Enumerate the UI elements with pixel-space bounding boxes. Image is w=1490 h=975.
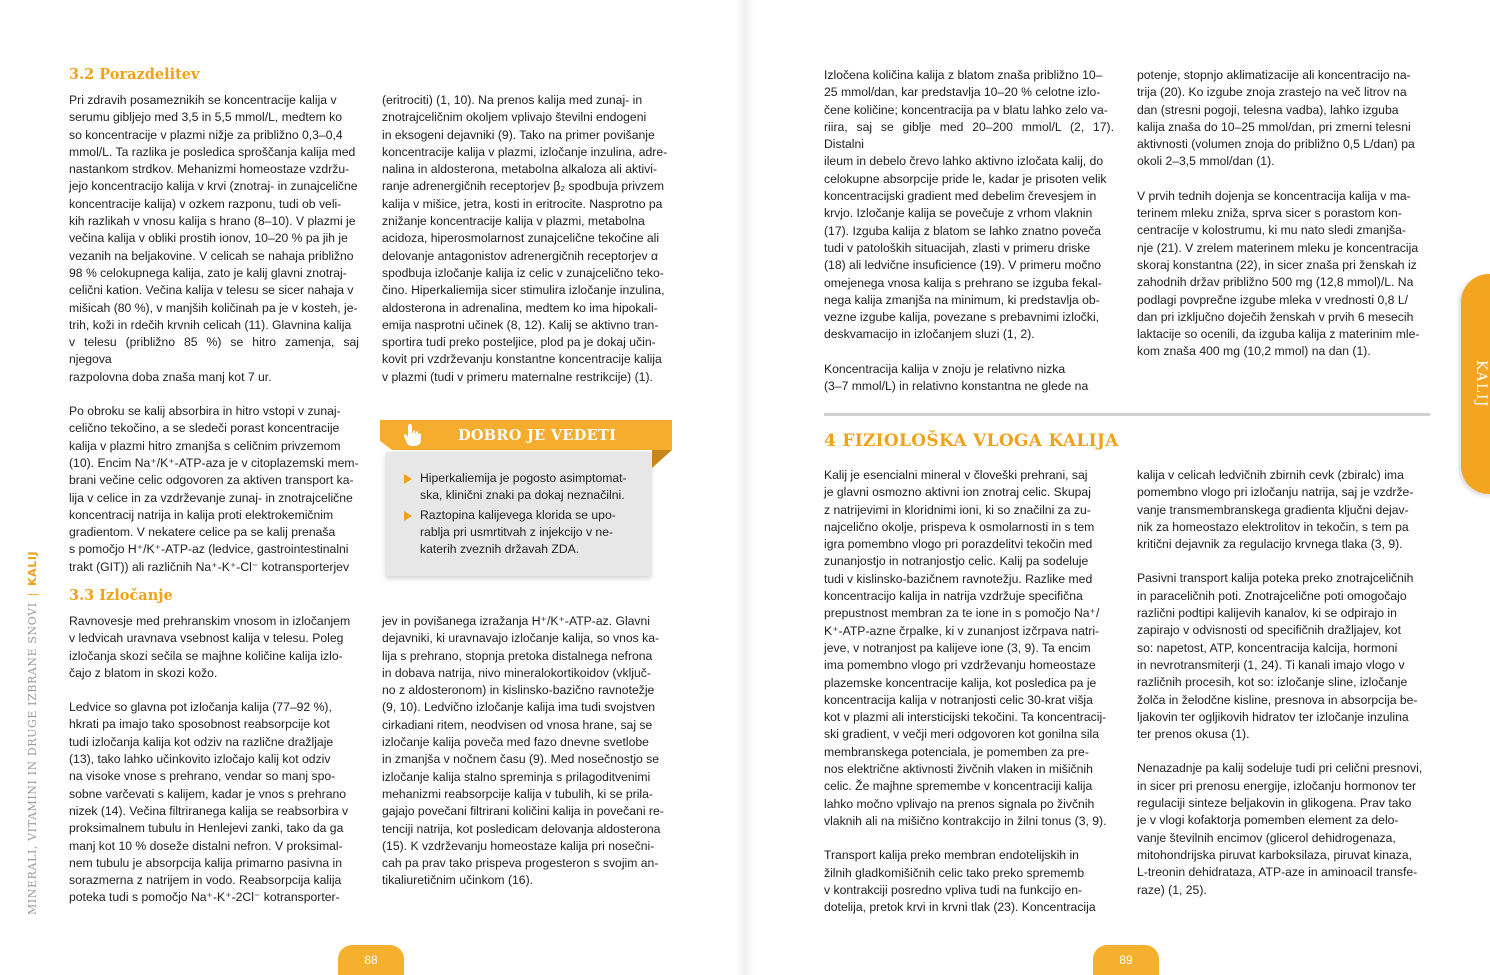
chapter-side-tab-label: KALIJ [1473, 360, 1489, 408]
running-title [26, 551, 39, 915]
callout-item [404, 507, 640, 559]
right-page [745, 0, 1490, 975]
paragraph: potenje, stopnjo aklimatizacije ali koncentracijo na- trija (20). Ko izgube znoja zrastejo na več litrov na dan (stresni pogoji, telesna vadba), lahko izguba kalija znaša do 10–25 mmol/dan, pri zmerni telesni aktivnosti (volumen znoja do približno 0,5 L/dan) pa okoli 2–3,5 mmol/dan (1). [1137, 68, 1415, 169]
section-divider [824, 413, 1430, 416]
section-heading-fizioloska-vloga: 4 FIZIOLOŠKA VLOGA KALIJA [824, 431, 1119, 451]
callout-header-fold [652, 450, 672, 468]
callout-item [404, 470, 640, 505]
section-heading-porazdelitev: 3.2 Porazdelitev [69, 66, 200, 83]
paragraph: Pri zdravih posameznikih se koncentracije kalija v serumu gibljejo med 3,5 in 5,5 mmol/L, medtem ko so koncentracije v plazmi nižje za približno 0,3–0,4 mmol/L. Ta razlika je posledica sproščanja kalija med nastankom strdkov. Mehanizmi homeostaze vzdržu- jejo koncentracijo kalija v krvi (znotraj- in zunajcelične koncentracije kalija) v ozkem razponu, tudi ob veli- kih razlikah v vnosu kalija s hrano (8–10). V plazmi je večina kalija v obliki prostih ionov, 10–20 % pa jih je vezanih na beljakovine. V celicah se nahaja približno 98 % celokupnega kalija, zato je kalij glavni znotraj- celični kation. Večina kalija v telesu se sicer nahaja v mišicah (80 %), v manjših količinah pa je v kosteh, je- trih, koži in rdečih krvnih celicah (11). Glavnina kalija v telesu (približno 85 %) se hitro zamenja, saj njegova razpolovna doba znaša manj kot 7 ur. [69, 93, 359, 384]
column-right-bottom [382, 613, 673, 907]
column-left-top [824, 67, 1114, 412]
paragraph: Izločena količina kalija z blatom znaša približno 10– 25 mmol/dan, kar predstavlja 10–20 % celotne izlo- čene količine; koncentracija pa v blatu lahko zelo va- riira, saj se giblje med 20–200 mmol/L (2, 17). Distalni ileum in debelo črevo lahko aktivno izločata kalij, do celokupne absorpcije pride le, kadar je prisoten velik koncentracijski gradient med debelim črevesjem in krvjo. Izločanje kalija se povečuje z vrhom vlaknin (17). Izguba kalija z blatom se lahko znatno poveča tudi v patoloških situacijah, zlasti v primeru driske (18) ali ledvične insuficience (19). V primeru močno omejenega vnosa kalija s prehrano se izguba fekal- nega kalija zmanjša na minimum, ki predstavlja ob- vezne izgube kalija, povezane s prebavnimi izločki, deskvamacijo in izločanjem sluzi (1, 2). [824, 68, 1114, 342]
paragraph: V prvih tednih dojenja se koncentracija kalija v ma- terinem mleku zniža, sprva sicer s porastom kon- centracije v kolostrumu, ki mu nato sledi zmanjša- nje (21). V zrelem materinem mleku je koncentracija skoraj konstantna (22), in sicer znaša pri ženskah iz zahodnih držav približno 500 mg (12,8 mmol)/L. Na podlagi povprečne izgube mleka v vrednosti 0,8 L/ dan pri izključno doječih ženskah v prvih 6 mesecih laktacije so ocenili, da izguba kalija z materinim mle- kom znaša 400 mg (10,2 mmol) na dan (1). [1137, 188, 1420, 359]
paragraph: Koncentracija kalija v znoju je relativno nizka (3–7 mmol/L) in relativno konstantna ne glede na [824, 361, 1089, 394]
column-left-top [69, 92, 359, 593]
callout-title: DOBRO JE VEDETI [458, 427, 617, 444]
paragraph: Po obroku se kalij absorbira in hitro vstopi v zunaj- celično tekočino, a se sledeči porast koncentracije kalija v plazmi hitro zmanjša s celičnim privzemom (10). Encim Na⁺/K⁺-ATP-aza je v citoplazemski mem- brani večine celic odgovoren za aktiven transport ka- lija v celice in za vzdrževanje zunaj- in znotrajcelične koncentracij natrija in kalija proti elektrokemičnim gradientom. V nekatere celice pa se kalij prenaša s pomočjo H⁺/K⁺-ATP-az (ledvice, gastrointestinalni trakt (GIT)) ali različnih Na⁺-K⁺-Cl⁻ kotransporterjev [69, 404, 359, 574]
pointing-hand-icon [400, 422, 426, 448]
running-title-text: MINERALI, VITAMINI IN DRUGE IZBRANE SNOVI [26, 602, 39, 915]
column-left-bottom [824, 467, 1114, 933]
paragraph: Transport kalija preko membran endotelijskih in žilnih gladkomišičnih celic tako preko sprememb v kontrakciji posredno vpliva tudi na funkcijo en- dotelija, pretok krvi in krvni tlak (23). Koncentracija [824, 848, 1096, 915]
paragraph: (eritrociti) (1, 10). Na prenos kalija med zunaj- in znotrajceličnim okoljem vplivajo številni endogeni in eksogeni dejavniki (9). Tako na primer povišanje koncentracije kalija v plazmi, izločanje inzulina, adre- nalina in aldosterona, metabolna alkaloza ali aktivi- ranje adrenergičnih receptorjev β₂ spodbuja privzem kalija v mišice, jetra, kosti in eritrocite. Nasprotno pa znižanje koncentracije kalija v plazmi, metabolna acidoza, hiperosmolarnost zunajcelične tekočine ali delovanje antagonistov adrenergičnih receptorjev α spodbuja izločanje kalija iz celic v zunajcelično teko- čino. Hiperkaliemija sicer stimulira izločanje inzulina, aldosterona in adrenalina, medtem ko ima hipokali- emija nasprotni učinek (8, 12). Kalij se aktivno tran- sportira tudi preko posteljice, plod pa je dokaj učin- kovit pri vzdrževanju konstantne koncentracije kalija v plazmi (tudi v primeru maternalne restrikcije) (1). [382, 93, 668, 384]
callout-header [380, 420, 672, 452]
column-right-top [1137, 67, 1428, 378]
running-title-separator: | [26, 592, 39, 597]
running-chapter: KALIJ [26, 550, 39, 587]
chapter-side-tab[interactable] [1461, 274, 1490, 494]
page-number: 89 [1093, 945, 1159, 975]
page-number: 88 [338, 945, 404, 975]
paragraph: Ravnovesje med prehranskim vnosom in izločanjem v ledvicah uravnava vsebnost kalija v telesu. Poleg izločanja skozi sečila se majhne količine kalija izlo- čajo z blatom in skozi kožo. [69, 614, 351, 680]
callout-list [404, 470, 640, 560]
column-right-top [382, 92, 673, 403]
bullet-arrow-icon [404, 474, 412, 484]
paragraph: Kalij je esencialni mineral v človeški prehrani, saj je glavni osmozno aktivni ion znotraj celic. Skupaj z natrijevimi in kloridnimi ioni, ki so značilni za zu- najcelično okolje, prispeva k osmolarnosti in s tem igra pomembno vlogo pri porazdelitvi tekočin med zunanjostjo in notranjostjo celic. Kalij pa sodeluje tudi v kislinsko-bazičnem ravnotežju. Razlike med koncentracijo kalija in natrija vzdržuje specifična prepustnost membran za te ione in s pomočjo Na⁺/ K⁺-ATP-azne črpalke, ki v zunanjost izčrpava natri- jeve, v notranjost pa kalijeve ione (3, 9). Ta encim ima pomembno vlogo pri vzdrževanju homeostaze plazemske koncentracije kalija, kot posledica pa je koncentracija kalija v notranjosti celic 30-krat višja kot v plazmi ali intersticijski tekočini. Ta koncentracij- ski gradient, v večji meri odgovoren kot gonilna sila membranskega potenciala, je pomemben za pre- nos električne aktivnosti živčnih vlaken in mišičnih celic. Že majhne spremembe v koncentraciji kalija lahko močno vplivajo na prenos signala po živčnih vlaknih ali na mišično kontrakcijo in žilni tonus (3, 9). [824, 468, 1107, 828]
callout-item-text: Raztopina kalijevega klorida se upo- rablja pri usmrtitvah z injekcijo v ne- katerih zveznih državah ZDA. [420, 507, 616, 557]
paragraph: Ledvice so glavna pot izločanja kalija (77–92 %), hkrati pa imajo tako sposobnost reabsorpcije kot tudi izločanja kalija kot odziv na različne dražljaje (13), tako lahko učinkovito izločajo kalij kot odziv na visoke vnose s prehrano, vendar so manj spo- sobne varčevati s kalijem, kadar je vnos s prehrano nizek (14). Večina filtriranega kalija se reabsorbira v proksimalnem tubulu in Henlejevi zanki, tako da ga manj kot 10 % doseže distalni nefron. V proksimal- nem tubulu je absorpcija kalija primarno pasivna in sorazmerna z natrijem in vodo. Reabsorpcija kalija poteka tudi s pomočjo Na⁺-K⁺-2Cl⁻ kotransporter- [69, 700, 349, 905]
book-spine-shadow [735, 0, 755, 975]
bullet-arrow-icon [404, 511, 412, 521]
column-left-bottom [69, 613, 359, 924]
paragraph: Pasivni transport kalija poteka preko znotrajceličnih in paraceličnih poti. Znotrajcelične poti omogočajo različni podtipi kalijevih kanalov, ki se odpirajo in zapirajo v odvisnosti od specifičnih dražljajev, kot so: napetost, ATP, koncentracija kalcija, hormoni in nevrotransmiterji (1, 24). Ti kanali imajo vlogo v različnih procesih, kot so: izločanje sline, izločanje žolča in želodčne kisline, presnova in absorpcija be- ljakovin ter ogljikovih hidratov ter izločanje inzulina ter prenos okusa (1). [1137, 571, 1418, 742]
paragraph: Nenazadnje pa kalij sodeluje tudi pri celični presnovi, in sicer pri prenosu energije, izločanju hormonov ter regulaciji sinteze beljakovin in glikogena. Prav tako je v vlogi kofaktorja pomemben element za delo- vanje številnih encimov (glicerol dehidrogenaza, mitohondrijska piruvat karboksilaza, piruvat kinaza, L-treonin dehidrataza, ATP-aze in aminoacil transfe- raze) (1, 25). [1137, 761, 1423, 897]
column-right-bottom [1137, 467, 1428, 916]
paragraph: kalija v celicah ledvičnih zbirnih cevk (zbiralc) ima pomembno vlogo pri izločanju natrija, saj je vzdrže- vanje transmembranskega gradienta ključni dejav- nik za homeostazo elektrolitov in tekočin, s tem pa kritični dejavnik za regulacijo krvnega tlaka (3, 9). [1137, 468, 1414, 552]
callout-item-text: Hiperkaliemija je pogosto asimptomat- ska, klinični znaki pa dokaj neznačilni. [420, 471, 627, 503]
section-heading-izlocanje: 3.3 Izločanje [69, 587, 173, 604]
paragraph: jev in povišanega izražanja H⁺/K⁺-ATP-az. Glavni dejavniki, ki uravnavajo izločanje kalija, so vnos ka- lija s prehrano, stopnja pretoka distalnega nefrona in dobava natrija, nivo mineralokortikoidov (vključ- no z aldosteronom) in kislinsko-bazično ravnotežje (9, 10). Ledvično izločanje kalija ima tudi svojstven cirkadiani ritem, neodvisen od vnosa hrane, saj se izločanje kalija poveča med fazo dnevne svetlobe in zmanjša v nočnem času (9). Med nosečnostjo se izločanje kalija stalno spreminja s prilagoditvenimi mehanizmi reabsorpcije kalija v tubulih, ki se prila- gajajo povečani filtrirani količini kalija in povečani re- tenciji natrija, kot posledicam delovanja aldosterona (15). K vzdrževanju homeostaze kalija pri nosečni- cah pa prav tako prispeva progesteron s svojim an- tikaliuretičnim učinkom (16). [382, 614, 664, 888]
